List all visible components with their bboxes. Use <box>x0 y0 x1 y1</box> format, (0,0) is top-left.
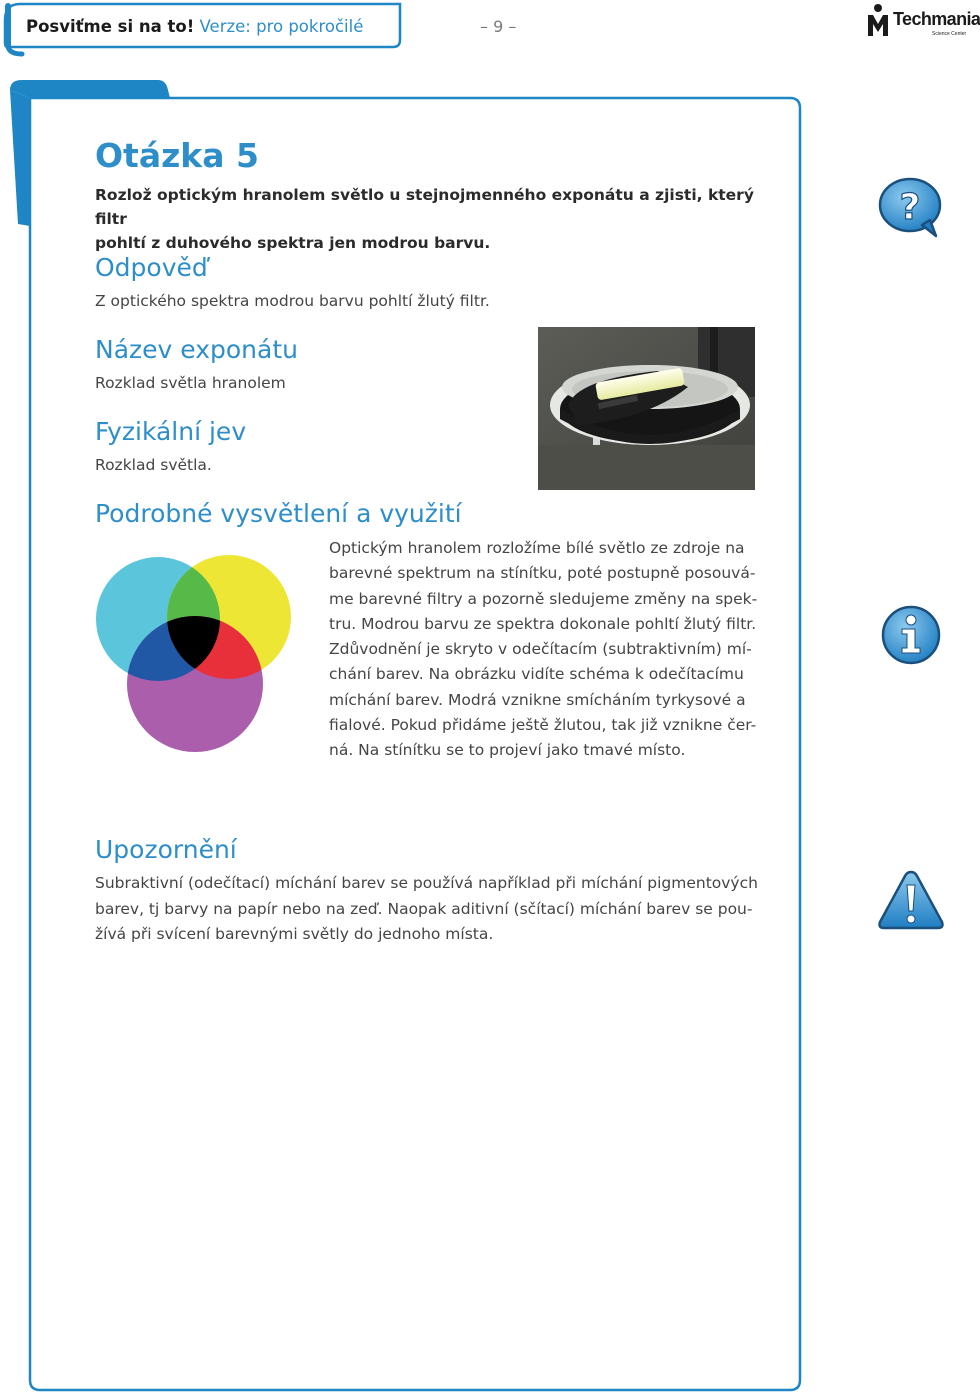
explanation-line: Zdůvodnění je skryto v odečítacím (subtraktivním) mí- <box>329 640 752 659</box>
explanation-line: barevné spektrum na stínítku, poté postupně posouvá- <box>329 564 756 583</box>
page-number: – 9 – <box>480 17 517 36</box>
exhibit-photo <box>538 327 755 490</box>
explanation-line: míchání barev. Modrá vznikne smícháním tyrkysové a <box>329 690 746 709</box>
answer-heading: Odpověď <box>95 253 208 282</box>
explanation-line: tru. Modrou barvu ze spektra dokonale pohltí žlutý filtr. <box>329 614 757 633</box>
explanation-line: me barevné filtry a pozorně sledujeme změny na spek- <box>329 589 758 608</box>
explanation-heading: Podrobné vysvětlení a využití <box>95 499 462 528</box>
phenomenon-text: Rozklad světla. <box>95 456 212 474</box>
question-text-line: pohltí z duhového spektra jen modrou barvu. <box>95 234 491 252</box>
explanation-line: chání barev. Na obrázku vidíte schéma k odečítacímu <box>329 665 744 684</box>
svg-text:?: ? <box>899 187 921 228</box>
warning-heading: Upozornění <box>95 835 237 864</box>
logo-subtext: Science Center <box>932 31 967 37</box>
question-title: Otázka 5 <box>95 136 259 175</box>
warning-line: žívá při svícení barevnými světly do jednoho místa. <box>95 925 494 943</box>
warning-line: Subraktivní (odečítací) míchání barev se používá například při míchání pigmentových <box>95 874 758 892</box>
exhibit-heading: Název exponátu <box>95 335 298 364</box>
explanation-line: fialové. Pokud přidáme ještě žlutou, tak již vznikne čer- <box>329 716 757 735</box>
warning-triangle-icon <box>876 868 946 932</box>
question-text <box>95 183 775 255</box>
subtractive-color-venn <box>92 548 298 754</box>
explanation-line: Optickým hranolem rozložíme bílé světlo ze zdroje na <box>329 539 745 557</box>
warning-text <box>95 871 775 948</box>
exhibit-text: Rozklad světla hranolem <box>95 374 286 392</box>
info-icon <box>880 604 942 666</box>
answer-text: Z optického spektra modrou barvu pohltí žlutý filtr. <box>95 292 490 310</box>
question-bubble-icon <box>876 175 944 239</box>
explanation-text <box>329 536 759 764</box>
phenomenon-heading: Fyzikální jev <box>95 417 247 446</box>
header-title-bold: Posviťme si na to! <box>26 17 195 36</box>
header-title-version: Verze: pro pokročilé <box>199 17 364 36</box>
explanation-line: ná. Na stínítku se to projeví jako tmavé místo. <box>329 741 686 760</box>
question-text-line: Rozlož optickým hranolem světlo u stejnojmenného exponátu a zjisti, který filtr <box>95 186 754 228</box>
header-title <box>26 17 363 36</box>
warning-line: barev, tj barvy na papír nebo na zeď. Naopak aditivní (sčítací) míchání barev se pou- <box>95 899 753 918</box>
logo-text: Techmania <box>893 9 980 29</box>
